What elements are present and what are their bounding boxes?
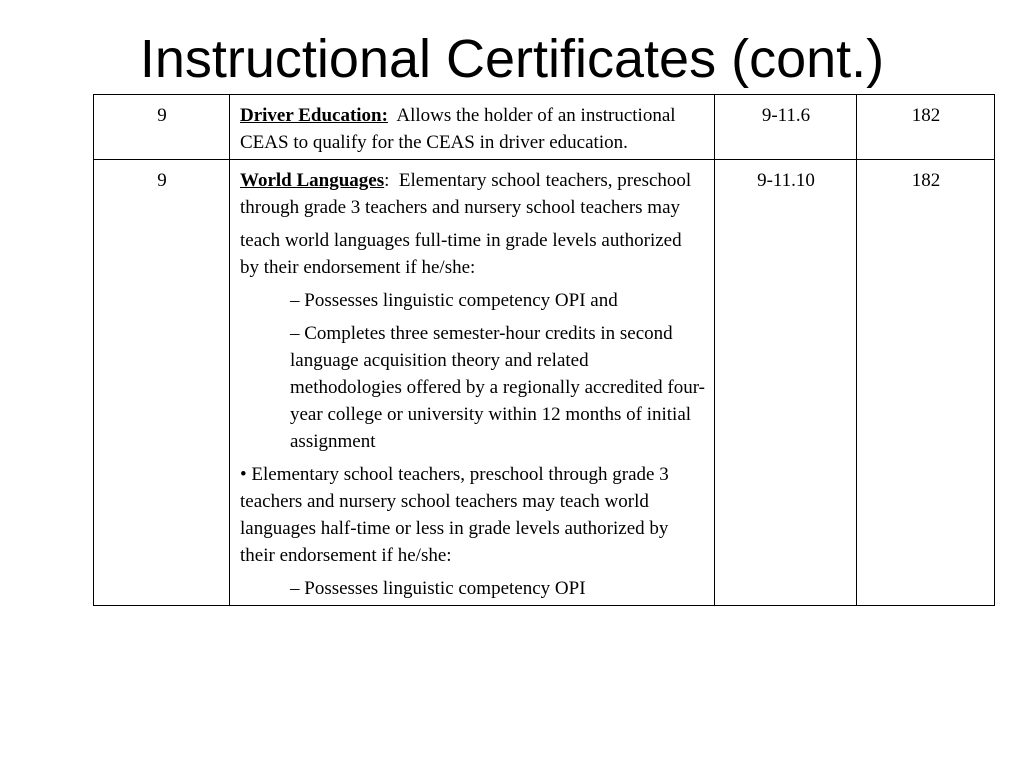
description-cell (230, 160, 715, 606)
table-row (94, 95, 995, 160)
chapter-cell: 9 (94, 95, 230, 160)
certificates-table (93, 94, 995, 606)
page-cell: 182 (857, 95, 995, 160)
description-text: : Elementary school teachers, preschool through grade 3 teachers and nursery school teachers may (240, 170, 696, 218)
page-title: Instructional Certificates (cont.) (139, 29, 885, 89)
page-cell: 182 (857, 160, 995, 606)
term-label: World Languages (240, 170, 385, 191)
code-cell: 9-11.10 (715, 160, 857, 606)
term-label: Driver Education: (240, 105, 388, 126)
sub-item: – Completes three semester-hour credits in second language acquisition theory and related methodologies offered by a regionally accredited four-year college or university within 12 months of initial assignment (290, 323, 705, 452)
paragraph: teach world languages full-time in grade levels authorized by their endorsement if he/she: (240, 230, 682, 278)
sub-item: – Possesses linguistic competency OPI (290, 578, 586, 599)
chapter-cell: 9 (94, 160, 230, 606)
description-text: Allows the holder of an instructional CEAS to qualify for the CEAS in driver education. (240, 105, 681, 153)
sub-item: – Possesses linguistic competency OPI and (290, 290, 618, 311)
code-cell: 9-11.6 (715, 95, 857, 160)
bullet-item: • Elementary school teachers, preschool through grade 3 teachers and nursery school teachers may teach world languages half-time or less in grade levels authorized by their endorsement if he/she: (240, 464, 669, 566)
table-row (94, 160, 995, 606)
description-cell (230, 95, 715, 160)
